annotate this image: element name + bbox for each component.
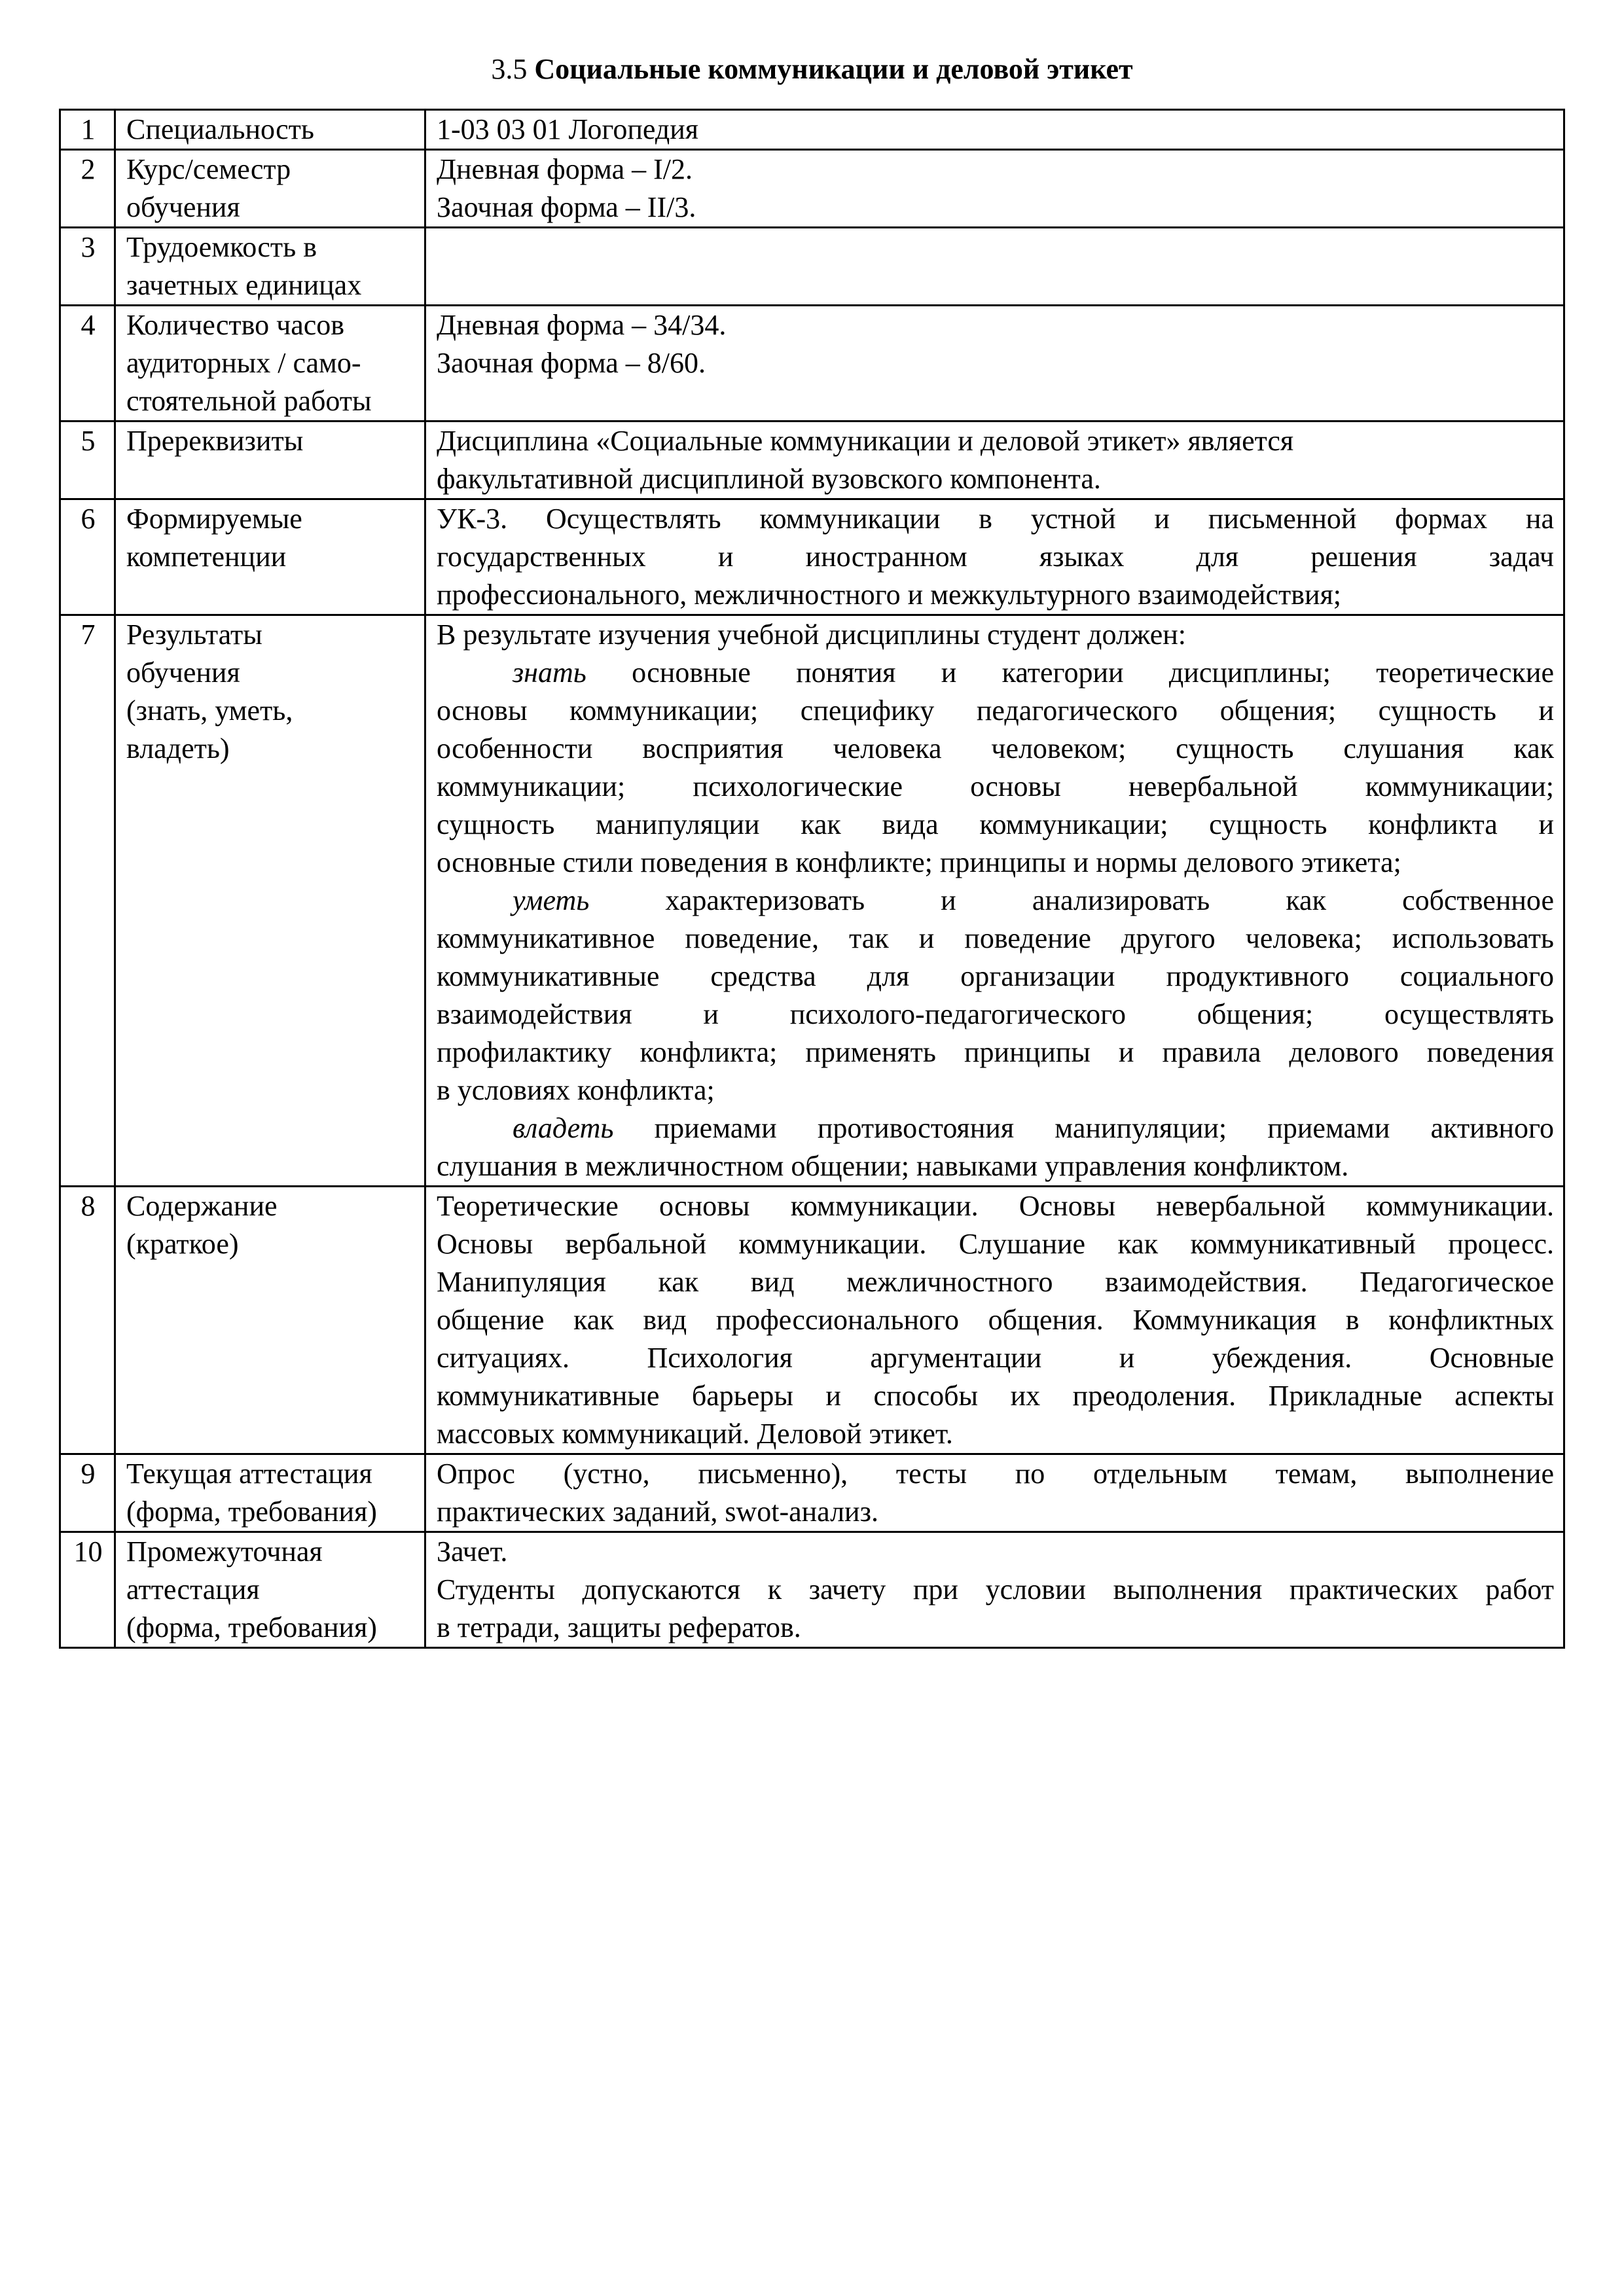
value-line: 1-03 03 01 Логопедия — [437, 113, 699, 145]
row-value — [425, 306, 1564, 422]
label-line: Специальность — [126, 113, 314, 145]
label-line: Формируемые — [126, 503, 302, 535]
row-label — [115, 615, 425, 1187]
row-number: 3 — [60, 228, 115, 306]
row-value — [425, 1454, 1564, 1532]
know-line: коммуникации; психологические основы невербальной коммуникации; — [437, 770, 1554, 802]
label-line: Промежуточная — [126, 1535, 323, 1568]
value-line: в тетради, защиты рефератов. — [437, 1611, 801, 1643]
value-line: практических заданий, swot-анализ. — [437, 1496, 878, 1528]
label-line: Количество часов — [126, 309, 345, 341]
value-line: Дневная форма – 34/34. — [437, 309, 727, 341]
table-row-learning-outcomes — [60, 615, 1564, 1187]
table-row-intermediate-assessment — [60, 1532, 1564, 1648]
know-line: знать основные понятия и категории дисциплины; теоретические — [513, 656, 1554, 689]
row-label — [115, 499, 425, 615]
label-line: (знать, уметь, — [126, 694, 293, 726]
section-number: 3.5 — [491, 53, 528, 85]
label-line: Содержание — [126, 1190, 278, 1222]
label-line: (краткое) — [126, 1228, 239, 1260]
value-line: факультативной дисциплиной вузовского компонента. — [437, 463, 1101, 495]
value-line: государственных и иностранном языках для решения задач — [437, 541, 1554, 573]
row-number: 6 — [60, 499, 115, 615]
own-keyword: владеть — [513, 1112, 614, 1144]
row-value-empty — [425, 228, 1564, 306]
page-title — [0, 51, 1624, 88]
can-keyword: уметь — [513, 884, 590, 916]
label-line: Пререквизиты — [126, 425, 304, 457]
value-line: ситуациях. Психология аргументации и убеждения. Основные — [437, 1342, 1554, 1374]
value-line: Манипуляция как вид межличностного взаимодействия. Педагогическое — [437, 1266, 1554, 1298]
can-line: профилактику конфликта; применять принципы и правила делового поведения — [437, 1036, 1554, 1068]
row-label — [115, 1454, 425, 1532]
know-line: особенности восприятия человека человеком; сущность слушания как — [437, 732, 1554, 764]
value-line: Заочная форма – II/3. — [437, 191, 696, 223]
row-value — [425, 110, 1564, 150]
label-line: Трудоемкость в — [126, 231, 317, 263]
row-number: 5 — [60, 422, 115, 499]
label-line: (форма, требования) — [126, 1611, 377, 1643]
value-line: массовых коммуникаций. Деловой этикет. — [437, 1418, 953, 1450]
can-line: коммуникативные средства для организации продуктивного социального — [437, 960, 1554, 992]
row-value — [425, 615, 1564, 1187]
row-label — [115, 306, 425, 422]
can-line: коммуникативное поведение, так и поведение другого человека; использовать — [437, 922, 1554, 954]
row-number: 10 — [60, 1532, 115, 1648]
know-keyword: знать — [513, 656, 586, 689]
label-line: аудиторных / само- — [126, 347, 361, 379]
value-line: Дисциплина «Социальные коммуникации и деловой этикет» является — [437, 425, 1294, 457]
table-row-hours — [60, 306, 1564, 422]
row-number: 9 — [60, 1454, 115, 1532]
label-line: аттестация — [126, 1573, 260, 1605]
row-number: 4 — [60, 306, 115, 422]
value-line: коммуникативные барьеры и способы их преодоления. Прикладные аспекты — [437, 1380, 1554, 1412]
own-line: слушания в межличностном общении; навыками управления конфликтом. — [437, 1150, 1349, 1182]
label-line: зачетных единицах — [126, 269, 362, 301]
row-label — [115, 422, 425, 499]
value-line: профессионального, межличностного и межкультурного взаимодействия; — [437, 579, 1342, 611]
know-line: основы коммуникации; специфику педагогического общения; сущность и — [437, 694, 1554, 726]
row-value — [425, 150, 1564, 228]
table-row-current-assessment — [60, 1454, 1564, 1532]
value-line: Теоретические основы коммуникации. Основы невербальной коммуникации. — [437, 1190, 1554, 1222]
row-value — [425, 1187, 1564, 1454]
row-value — [425, 422, 1564, 499]
value-line: Дневная форма – I/2. — [437, 153, 693, 185]
table-row-credits — [60, 228, 1564, 306]
label-line: стоятельной работы — [126, 385, 372, 417]
value-line: общение как вид профессионального общения. Коммуникация в конфликтных — [437, 1304, 1554, 1336]
can-line: в условиях конфликта; — [437, 1074, 715, 1106]
label-line: обучения — [126, 191, 240, 223]
row-value — [425, 1532, 1564, 1648]
table-row-competencies — [60, 499, 1564, 615]
row-number: 8 — [60, 1187, 115, 1454]
can-line: взаимодействия и психолого-педагогического общения; осуществлять — [437, 998, 1554, 1030]
own-line: владеть приемами противостояния манипуляции; приемами активного — [513, 1112, 1554, 1144]
row-label — [115, 110, 425, 150]
row-number: 2 — [60, 150, 115, 228]
row-label — [115, 1532, 425, 1648]
label-line: компетенции — [126, 541, 287, 573]
syllabus-table — [59, 109, 1565, 1649]
table-row-prerequisites — [60, 422, 1564, 499]
row-label — [115, 1187, 425, 1454]
value-line: Основы вербальной коммуникации. Слушание как коммуникативный процесс. — [437, 1228, 1554, 1260]
table-row-course-semester — [60, 150, 1564, 228]
section-title: Социальные коммуникации и деловой этикет — [534, 53, 1133, 85]
row-number: 7 — [60, 615, 115, 1187]
label-line: Текущая аттестация — [126, 1458, 372, 1490]
table-row-specialty — [60, 110, 1564, 150]
label-line: Результаты — [126, 619, 262, 651]
row-number: 1 — [60, 110, 115, 150]
label-line: (форма, требования) — [126, 1496, 377, 1528]
know-line: основные стили поведения в конфликте; принципы и нормы делового этикета; — [437, 846, 1401, 878]
label-line: обучения — [126, 656, 240, 689]
table-row-content — [60, 1187, 1564, 1454]
row-label — [115, 228, 425, 306]
value-line: Заочная форма – 8/60. — [437, 347, 706, 379]
value-line: Опрос (устно, письменно), тесты по отдельным темам, выполнение — [437, 1458, 1554, 1490]
row-label — [115, 150, 425, 228]
value-line: Зачет. — [437, 1535, 508, 1568]
can-line: уметь характеризовать и анализировать как собственное — [513, 884, 1554, 916]
value-line: УК-3. Осуществлять коммуникации в устной и письменной формах на — [437, 503, 1554, 535]
outcomes-intro: В результате изучения учебной дисциплины студент должен: — [437, 619, 1187, 651]
label-line: владеть) — [126, 732, 230, 764]
value-line: Студенты допускаются к зачету при условии выполнения практических работ — [437, 1573, 1554, 1605]
label-line: Курс/семестр — [126, 153, 291, 185]
know-line: сущность манипуляции как вида коммуникации; сущность конфликта и — [437, 808, 1554, 840]
row-value — [425, 499, 1564, 615]
